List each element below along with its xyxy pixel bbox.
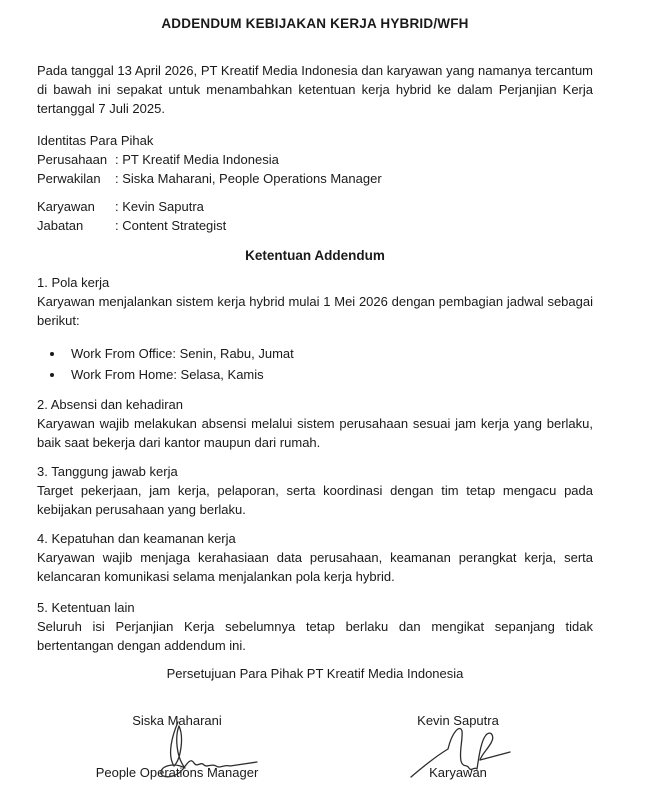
bullet-item-wfo: • Work From Office: Senin, Rabu, Jumat — [65, 343, 593, 364]
section-ketentuan-lain — [37, 598, 593, 655]
signature-block-company — [37, 711, 317, 782]
section-body: Seluruh isi Perjanjian Kerja sebelumnya tetap berlaku dan mengikat sepanjang tidak bertentangan dengan addendum ini. — [37, 619, 593, 653]
identity-value: : PT Kreatif Media Indonesia — [115, 152, 279, 167]
bullet-item-wfh: • Work From Home: Selasa, Kamis — [65, 364, 593, 385]
section-title: 2. Absensi dan kehadiran — [37, 397, 183, 412]
section-tanggung-jawab — [37, 462, 593, 519]
identity-value: : Siska Maharani, People Operations Manager — [115, 171, 382, 186]
signatory-role: People Operations Manager — [95, 765, 259, 780]
section-body: Karyawan menjalankan sistem kerja hybrid mulai 1 Mei 2026 dengan pembagian jadwal sebagai berikut: — [37, 294, 593, 328]
section-pola-kerja — [37, 273, 593, 385]
identity-row-perwakilan — [37, 169, 593, 188]
signatory-role: Karyawan — [429, 765, 487, 780]
signatory-name: Kevin Saputra — [417, 713, 499, 728]
section-body: Karyawan wajib menjaga kerahasiaan data perusahaan, keamanan perangkat kerja, serta kelancaran komunikasi selama menjalankan pola kerja hybrid. — [37, 550, 593, 584]
identity-heading: Identitas Para Pihak — [37, 133, 154, 148]
section-body: Karyawan wajib melakukan absensi melalui sistem perusahaan sesuai jam kerja yang berlaku, baik saat bekerja dari kantor maupun dari rumah. — [37, 416, 593, 450]
identity-label: Perusahaan — [37, 152, 108, 167]
intro-paragraph: Pada tanggal 13 April 2026, PT Kreatif Media Indonesia dan karyawan yang namanya tercantum di bawah ini sepakat untuk menambahkan ketentuan kerja hybrid ke dalam Perjanjian Kerja tertanggal 7 Juli 2025. — [37, 63, 593, 116]
section-body: Target pekerjaan, jam kerja, pelaporan, serta koordinasi dengan tim tetap mengacu pada kebijakan perusahaan yang berlaku. — [37, 483, 593, 517]
section-kepatuhan — [37, 529, 593, 586]
identity-section — [37, 131, 593, 235]
identity-row-perusahaan — [37, 150, 593, 169]
section-title: 4. Kepatuhan dan keamanan kerja — [37, 531, 236, 546]
identity-label: Jabatan — [37, 218, 84, 233]
identity-row-jabatan — [37, 216, 593, 235]
document-title: ADDENDUM KEBIJAKAN KERJA HYBRID/WFH — [161, 16, 469, 31]
approval-heading: Persetujuan Para Pihak PT Kreatif Media Indonesia — [166, 666, 464, 681]
identity-label: Perwakilan — [37, 171, 101, 186]
signature-block-employee — [323, 711, 593, 782]
identity-label: Karyawan — [37, 199, 95, 214]
section-title: 3. Tanggung jawab kerja — [37, 464, 178, 479]
addendum-heading: Ketentuan Addendum — [245, 248, 385, 263]
signature-row — [37, 711, 593, 782]
signatory-name: Siska Maharani — [132, 713, 222, 728]
section-title: 1. Pola kerja — [37, 275, 110, 290]
identity-value: : Kevin Saputra — [115, 199, 204, 214]
section-title: 5. Ketentuan lain — [37, 600, 135, 615]
section-absensi — [37, 395, 593, 452]
identity-value: : Content Strategist — [115, 218, 226, 233]
identity-row-karyawan — [37, 197, 593, 216]
schedule-bullet-list — [65, 343, 593, 385]
